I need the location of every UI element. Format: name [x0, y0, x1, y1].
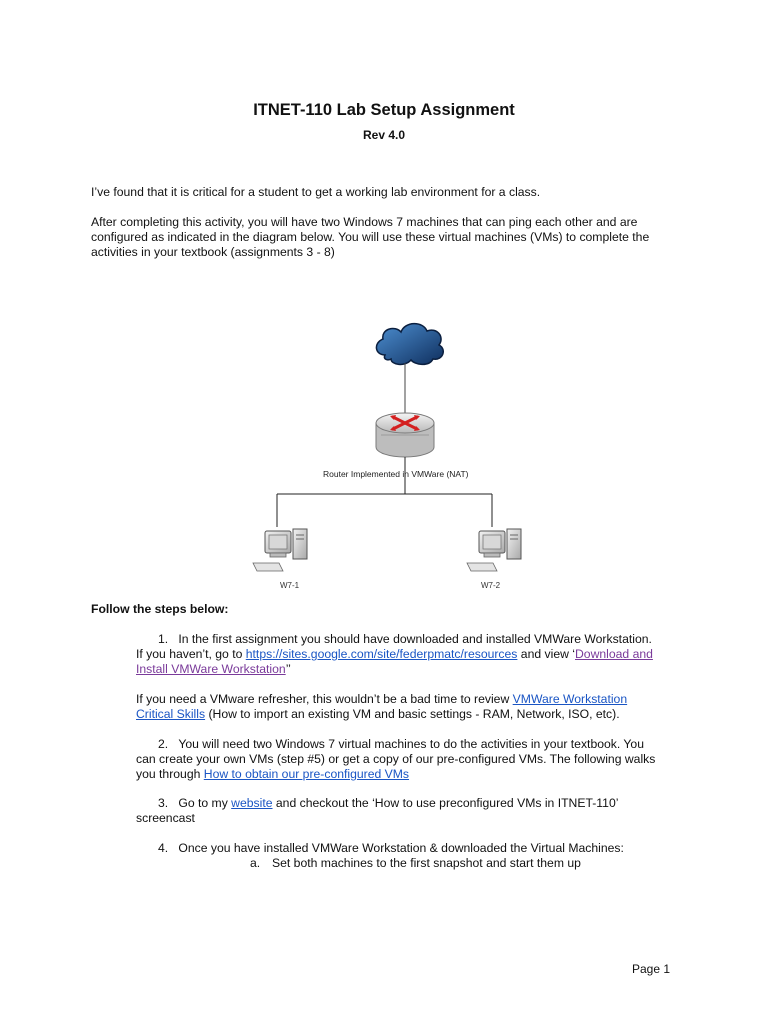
intro-paragraph-2-line-3: activities in your textbook (assignments 3 - 8)	[91, 245, 335, 259]
refresher-text: If you need a VMware refresher, this wouldn’t be a bad time to review	[136, 692, 513, 706]
step-3-line-2: screencast	[136, 811, 195, 825]
step-4-sub-a-label: a.	[250, 856, 261, 870]
step-4-text: Once you have installed VMWare Workstation & downloaded the Virtual Machines:	[178, 841, 624, 855]
steps-heading: Follow the steps below:	[91, 602, 229, 616]
step-4-line-1	[136, 841, 696, 856]
preconfigured-vms-link[interactable]: How to obtain our pre-configured VMs	[203, 767, 410, 781]
step-2-prefix: you through	[136, 767, 204, 781]
page-number: Page 1	[632, 962, 671, 976]
step-1-line-2	[136, 647, 696, 662]
refresher-suffix: (How to import an existing VM and basic settings - RAM, Network, ISO, etc).	[205, 707, 620, 721]
step-1	[136, 632, 696, 677]
refresher-line-2	[136, 707, 696, 722]
critical-skills-link-part-1[interactable]: VMWare Workstation	[512, 692, 628, 706]
step-2	[136, 737, 696, 782]
router-icon	[376, 413, 434, 457]
step-2-line-3	[136, 767, 696, 782]
step-1-number: 1.	[158, 632, 169, 646]
step-2-text: You will need two Windows 7 virtual machines to do the activities in your textbook. You	[178, 737, 644, 751]
step-4	[136, 841, 696, 871]
website-link[interactable]: website	[231, 796, 273, 810]
workstation-1-icon	[253, 529, 307, 571]
step-4-sub-a	[136, 856, 696, 871]
intro-paragraph-2-line-2: configured as indicated in the diagram below. You will use these virtual machines (VMs) to complete the	[91, 230, 650, 244]
pc1-label: W7-1	[280, 581, 300, 590]
pc2-label: W7-2	[481, 581, 501, 590]
revision-label: Rev 4.0	[362, 128, 406, 142]
refresher-paragraph	[136, 692, 696, 722]
step-2-line-1	[136, 737, 696, 752]
step-3	[136, 796, 696, 826]
network-diagram-svg	[245, 305, 535, 587]
refresher-line-1	[136, 692, 696, 707]
page-title: ITNET-110 Lab Setup Assignment	[253, 101, 515, 119]
step-3-number: 3.	[158, 796, 169, 810]
resources-link[interactable]: https://sites.google.com/site/federpmatc/resources	[245, 647, 518, 661]
step-2-number: 2.	[158, 737, 169, 751]
workstation-2-icon	[467, 529, 521, 571]
step-1-prefix: If you haven’t, go to	[136, 647, 246, 661]
step-3-suffix: and checkout the ‘How to use preconfigured VMs in ITNET-110’	[272, 796, 619, 810]
router-label: Router Implemented in VMWare (NAT)	[323, 469, 469, 479]
step-1-suffix: ’’	[285, 662, 291, 676]
critical-skills-link-part-2[interactable]: Critical Skills	[136, 707, 206, 721]
step-3-prefix: Go to my	[178, 796, 232, 810]
network-diagram	[245, 305, 535, 590]
step-1-text: In the first assignment you should have downloaded and installed VMWare Workstation.	[178, 632, 652, 646]
step-4-number: 4.	[158, 841, 169, 855]
intro-paragraph-2	[91, 215, 691, 260]
intro-paragraph-1: I’ve found that it is critical for a student to get a working lab environment for a class.	[91, 185, 541, 199]
step-1-mid: and view ‘	[517, 647, 575, 661]
step-2-line-2: can create your own VMs (step #5) or get a copy of our pre-configured VMs. The following walks	[136, 752, 656, 766]
download-install-link-part-1[interactable]: Download and	[575, 647, 653, 661]
download-install-link-part-2[interactable]: Install VMWare Workstation	[136, 662, 286, 676]
step-4-sub-a-text: Set both machines to the first snapshot and start them up	[272, 856, 581, 870]
internet-cloud-icon	[376, 324, 443, 365]
intro-paragraph-2-line-1: After completing this activity, you will have two Windows 7 machines that can ping each other and are	[91, 215, 638, 229]
step-1-line-1	[136, 632, 696, 647]
step-3-line-1	[136, 796, 696, 811]
step-1-line-3	[136, 662, 696, 677]
